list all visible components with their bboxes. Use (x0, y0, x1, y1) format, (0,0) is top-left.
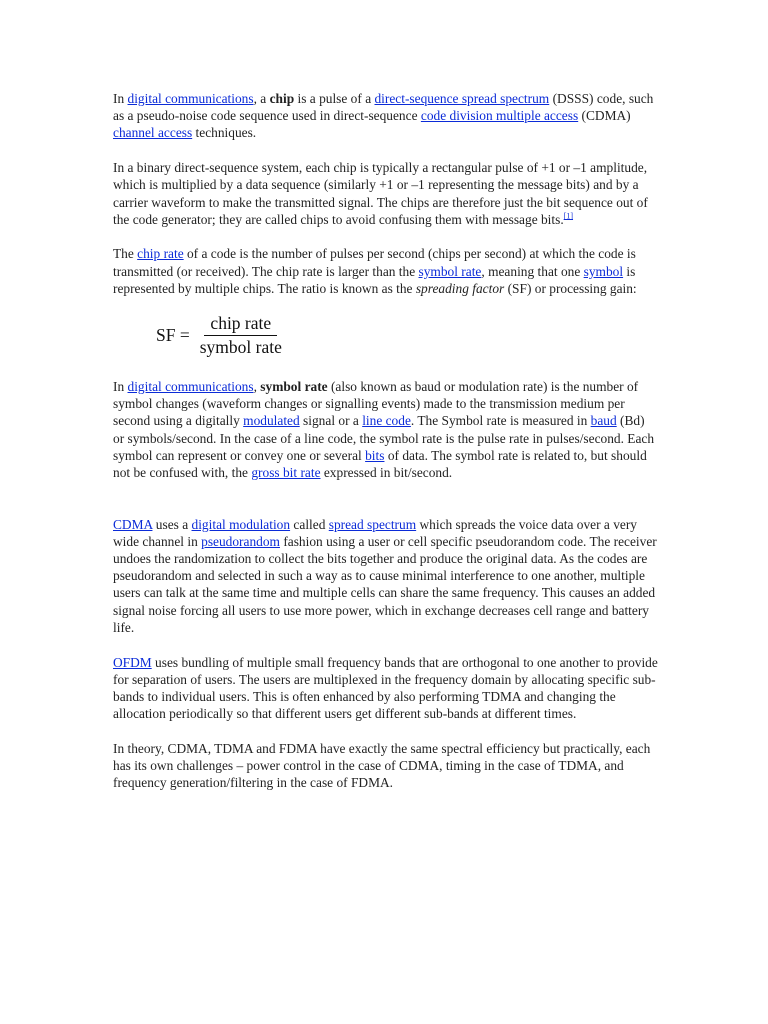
text-run: (DSSS) code, such as a pseudo-noise code sequence used in direct-sequence (113, 91, 654, 124)
text-run: In (113, 91, 128, 106)
text-run: which spreads the voice data over a very wide channel in (113, 516, 637, 549)
text-run: techniques. (192, 125, 257, 141)
link-modulated[interactable]: modulated (243, 413, 300, 429)
paragraph-chip-rate (113, 245, 658, 297)
text-run: uses a (152, 516, 192, 532)
text-run: expressed in bit/second. (320, 464, 453, 480)
term-symbol-rate: symbol rate (260, 378, 328, 394)
link-bits[interactable]: bits (365, 447, 385, 463)
text-run: In a binary direct-sequence system, each chip is typically a rectangular pulse of +1 or –1 amplitude, which is multiplied by a data sequence (similarly +1 or –1 representing the message bits) and by a carrier waveform to make the transmitted signal. The chips are therefore just the bit sequence out of the code generator; they are called chips to avoid confusing them with message bits. (113, 160, 648, 227)
spreading-factor-formula (156, 312, 658, 357)
text-run: , a (253, 91, 270, 106)
link-spread-spectrum[interactable]: spread spectrum (328, 516, 417, 532)
link-digital-communications[interactable]: digital communications (127, 91, 254, 106)
link-channel-access[interactable]: channel access (113, 125, 193, 141)
paragraph-binary-direct-sequence (113, 159, 658, 228)
text-run: called (290, 516, 329, 532)
formula-denominator: symbol rate (199, 336, 282, 357)
citation-link-1[interactable]: [1] (563, 211, 574, 221)
document-body (113, 90, 658, 809)
spacer (113, 499, 658, 516)
text-run: In theory, CDMA, TDMA and FDMA have exactly the same spectral efficiency but practically, each has its own challenges – power control in the case of CDMA, timing in the case of TDMA, and frequency generation/filtering in the case of FDMA. (113, 740, 651, 791)
text-run: uses bundling of multiple small frequency bands that are orthogonal to one another to provide for separation of users. The users are multiplexed in the frequency domain by allocating specific sub-bands to individual users. This is often enhanced by also performing TDMA and changing the allocation periodically so that different users get different sub-bands at different times. (113, 654, 658, 722)
text-run: . The Symbol rate is measured in (410, 413, 591, 429)
text-run: (also known as baud or modulation rate) is the number of symbol changes (waveform changes or signalling events) made to the transmission medium per second using a digitally (113, 378, 639, 429)
paragraph-theory-comparison (113, 740, 658, 792)
link-line-code[interactable]: line code (362, 413, 411, 429)
formula-numerator: chip rate (204, 315, 277, 336)
text-run: , (253, 378, 261, 394)
link-code-division-multiple-access[interactable]: code division multiple access (420, 108, 579, 124)
formula-lhs: SF = (156, 324, 190, 345)
link-digital-communications-2[interactable]: digital communications (127, 378, 254, 394)
text-run: is represented by multiple chips. The ratio is known as the (113, 263, 636, 296)
link-symbol-rate[interactable]: symbol rate (418, 263, 482, 279)
link-pseudorandom[interactable]: pseudorandom (201, 533, 280, 549)
link-chip-rate[interactable]: chip rate (137, 246, 184, 262)
link-cdma[interactable]: CDMA (113, 516, 153, 532)
text-run: signal or a (299, 413, 363, 429)
link-direct-sequence-spread-spectrum[interactable]: direct-sequence spread spectrum (374, 91, 550, 106)
text-run: of a code is the number of pulses per second (chips per second) at which the code is transmitted (or received). The chip rate is larger than the (113, 246, 636, 279)
text-run: The (113, 246, 138, 262)
link-baud[interactable]: baud (590, 413, 617, 429)
text-run: of data. The symbol rate is related to, but should not be confused with, the (113, 447, 647, 480)
link-digital-modulation[interactable]: digital modulation (191, 516, 291, 532)
text-run: (CDMA) (578, 108, 631, 124)
text-run: In (113, 378, 128, 394)
paragraph-cdma (113, 516, 658, 636)
text-run: (Bd) or symbols/second. In the case of a line code, the symbol rate is the pulse rate in pulses/second. Each symbol can represent or convey one or several (113, 413, 655, 463)
paragraph-symbol-rate (113, 378, 658, 481)
term-chip: chip (269, 91, 295, 106)
text-run: (SF) or processing gain: (504, 280, 637, 296)
paragraph-chip-definition (113, 90, 658, 142)
formula-fraction (198, 312, 284, 357)
text-run: is a pulse of a (294, 91, 375, 106)
link-gross-bit-rate[interactable]: gross bit rate (251, 464, 321, 480)
text-run: , meaning that one (481, 263, 584, 279)
text-run: fashion using a user or cell specific pseudorandom code. The receiver undoes the randomization to collect the bits together and produce the original data. As the codes are pseudorandom and selected in such a way as to cause minimal interference to one another, multiple users can talk at the same time and multiple cells can share the same frequency. This causes an added signal noise forcing all users to use more power, which in exchange decreases cell range and battery life. (113, 533, 657, 635)
link-symbol[interactable]: symbol (583, 263, 624, 279)
link-ofdm[interactable]: OFDM (113, 654, 152, 670)
term-spreading-factor: spreading factor (415, 280, 505, 296)
paragraph-ofdm (113, 654, 658, 723)
